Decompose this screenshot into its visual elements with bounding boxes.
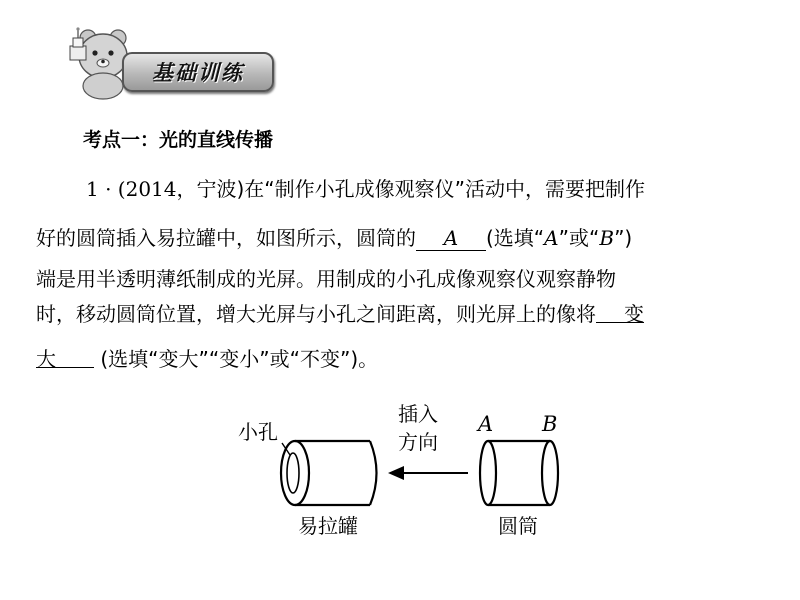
question-text-2: 好的圆筒插入易拉罐中，如图所示，圆筒的: [36, 226, 416, 250]
question-line-4: [36, 298, 644, 327]
answer-blank-2b: [36, 343, 94, 371]
tube-label: 圆筒: [498, 514, 538, 538]
banner-title: 基础训练: [152, 61, 244, 85]
question-line-2: [36, 222, 632, 251]
end-b-label: B: [542, 412, 558, 436]
choice-end: ”): [614, 226, 633, 250]
pinhole-label: 小孔: [238, 420, 278, 444]
question-text-1: )在“制作小孔成像观察仪”活动中，需要把制作: [236, 177, 646, 201]
end-a-label: A: [478, 412, 494, 436]
answer-2-part-2: 大: [36, 347, 56, 371]
choice-or: ”或“: [558, 226, 600, 250]
question-line-5: [36, 343, 378, 372]
question-line-3: 端是用半透明薄纸制成的光屏。用制成的小孔成像观察仪观察静物: [36, 267, 616, 291]
can-label: 易拉罐: [298, 514, 358, 538]
insert-arrow: [388, 466, 468, 480]
question-line-1: [86, 173, 645, 202]
question-text-5: (选填“变大”“变小”或“不变”)。: [94, 347, 379, 371]
choice-b: B: [599, 226, 615, 250]
answer-2-part-1: 变: [624, 302, 644, 326]
tube-shape: [480, 441, 558, 505]
section-heading: 考点一：光的直线传播: [83, 129, 274, 151]
choice-a: A: [544, 226, 559, 250]
question-text-4: 时，移动圆筒位置，增大光屏与小孔之间距离，则光屏上的像将: [36, 302, 596, 326]
question-number: 1 · (2014，: [86, 177, 197, 201]
answer-1: A: [443, 226, 459, 250]
section-banner: [122, 52, 274, 92]
can-shape: [281, 441, 377, 505]
pinhole-mark: [287, 453, 299, 493]
direction-label-line-1: 插入: [398, 402, 438, 426]
pinhole-camera-diagram: [220, 395, 580, 545]
answer-blank-1: [416, 226, 486, 251]
answer-blank-2a: [596, 298, 644, 326]
choice-prompt: (选填“: [486, 226, 545, 250]
question-source: 宁波: [196, 177, 237, 201]
direction-label-line-2: 方向: [398, 430, 438, 454]
